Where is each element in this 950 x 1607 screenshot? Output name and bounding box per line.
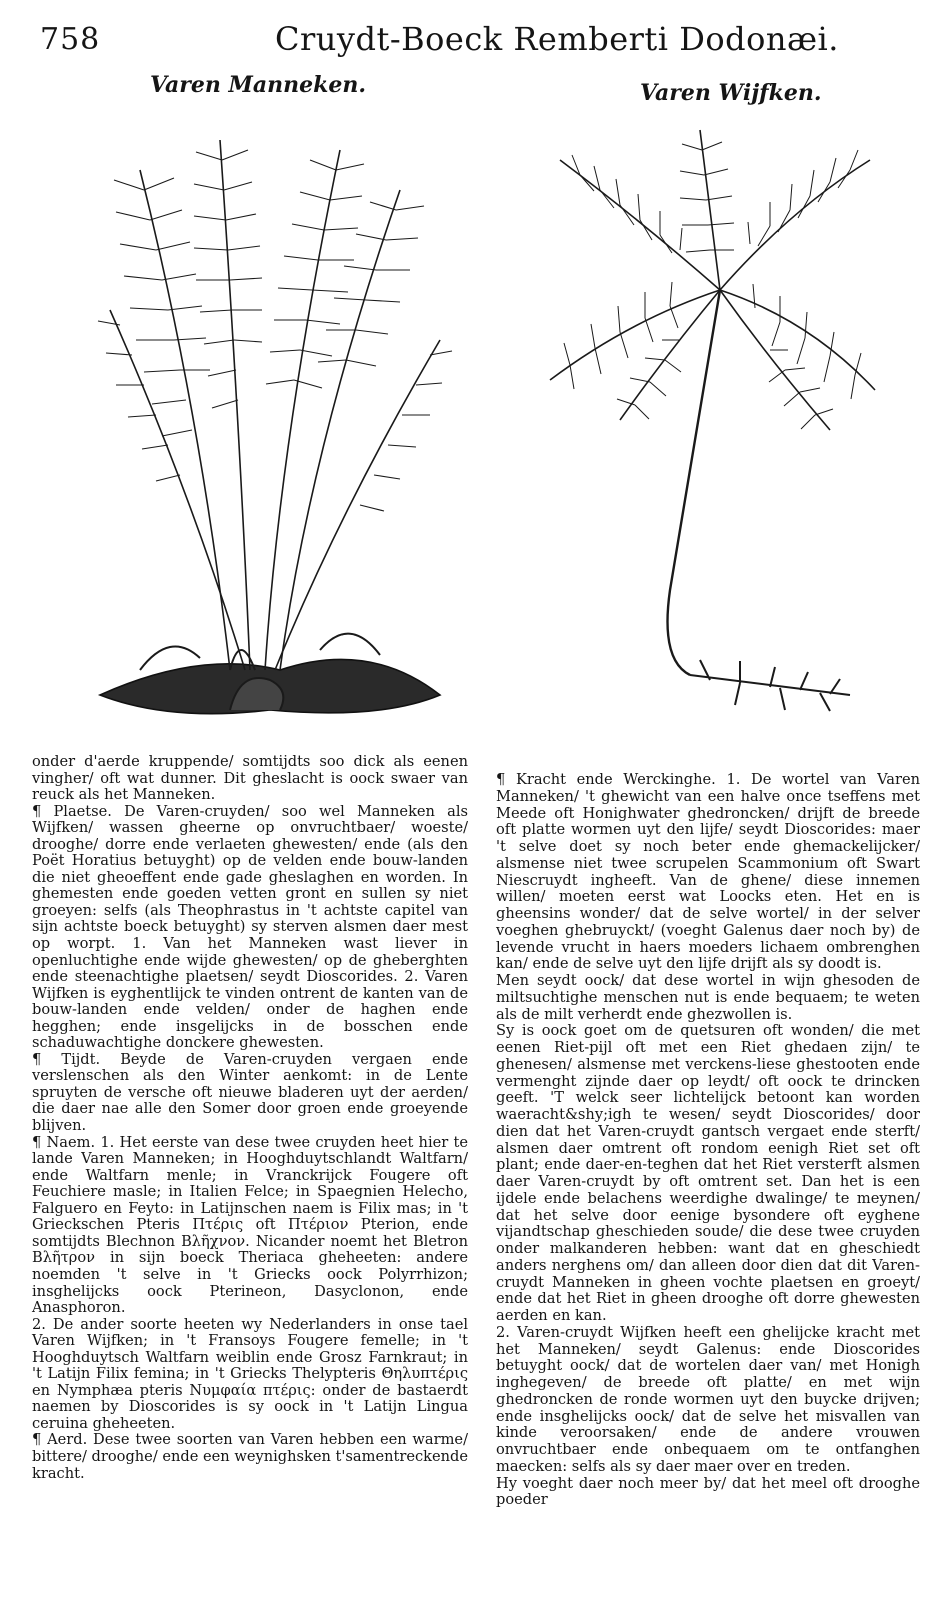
paragraph-plaetse: ¶ Plaetse. De Varen-cruyden/ soo wel Manneken als Wijfken/ wassen gheerne op onvruchtbaer/ woeste/ drooghe/ dorre ende verlaeten ghewesten/ ende (als den Poët Horatius betuyght) op de velden ende bouw-landen die niet gheoeffent ende gade gheslaghen en worden. In ghemesten ende goeden vetten gront en sullen sy niet groeyen: selfs (als Theophrastus in 't achtste capitel van sijn achtste boeck betuyght) sy sterven alsmen daer mest op worpt. 1. Van het Manneken wast liever in openluchtighe ende wijde ghewesten/ op de gheberghten ende steenachtighe plaetsen/ seydt Dioscorides. 2. Varen Wijfken is eyghentlijck te vinden ontrent de kanten van de bouw-landen ende velden/ onder de haghen ende hegghen; ende insgelijcks in de bosschen ende schaduwachtighe donckere ghewesten. — [32, 802, 468, 1052]
paragraph-naem-2: 2. De ander soorte heeten wy Nederlanders in onse tael Varen Wijfken; in 't Fransoys Fougere femelle; in 't Hooghduytsch Waltfarn weiblin ende Grosz Farnkraut; in 't Latijn Filix femina; in 't Griecks Thelypteris Θηλυπτέρις en Nymphæa pteris Νυμφαία πτέρις: onder de bastaerdt naemen by Dioscorides is sy oock in 't Latijn Lingua ceruina gheheeten. — [32, 1315, 468, 1432]
paragraph-naem: ¶ Naem. 1. Het eerste van dese twee cruyden heet hier te lande Varen Manneken; in Hooghduytschlandt Waltfarn/ ende Waltfarn menle; in Vranckrijck Fougere oft Feuchiere masle; in Italien Felce; in Spaegnien Helecho, Falguero en Feyto: in Latijnschen naem is Filix mas; in 't Grieckschen Pteris Πτέρις oft Πτέριον Pterion, ende somtijdts Blechnon Βλῆχνον. Nicander noemt het Bletron Βλῆτρον in sijn boeck Theriaca gheheeten: andere noemden 't selve in 't Griecks oock Polyrrhizon; insghelijcks oock Pterineon, Dasyclonon, ende Anasphoron. — [32, 1133, 468, 1317]
paragraph-tijdt: ¶ Tijdt. Beyde de Varen-cruyden vergaen ende verslenschen als den Winter aenkomt: in de Lente spruyten de versche oft nieuwe bladeren uyt der aerden/ die daer nae alle den Somer door groen ende groeyende blijven. — [32, 1050, 468, 1135]
paragraph: Hy voeght daer noch meer by/ dat het meel oft drooghe poeder — [496, 1474, 920, 1509]
left-text-column — [32, 754, 468, 1482]
female-fern-illustration — [540, 120, 880, 760]
page-number: 758 — [40, 22, 101, 57]
figure-caption-right: Varen Wijfken. — [640, 80, 822, 106]
paragraph-aerd: ¶ Aerd. Dese twee soorten van Varen hebben een warme/ bittere/ drooghe/ ende een weynighsken t'samentreckende kracht. — [32, 1431, 468, 1482]
right-text-column — [496, 772, 920, 1509]
running-head: Cruydt-Boeck Remberti Dodonæi. — [275, 20, 839, 58]
paragraph: Men seydt oock/ dat dese wortel in wijn ghesoden de miltsuchtighe menschen nut is ende bequaem; te weten als de milt verherdt ende ghezwollen is. — [496, 972, 920, 1023]
paragraph-wijfken-kracht: 2. Varen-cruydt Wijfken heeft een ghelijcke kracht met het Manneken/ seydt Galenus: ende Dioscorides betuyght oock/ dat de wortelen daer van/ met Honigh inghegeven/ de breede oft platte/ en met wijn ghedroncken de ronde wormen uyt den buycke drijven; ende insghelijcks oock/ dat de selve het misvallen van kinde veroorsaken/ ende de andere vrouwen onvruchtbaer ende onbequaem om te ontfanghen maecken: selfs als sy daer maer over en treden. — [496, 1323, 920, 1475]
paragraph: Sy is oock goet om de quetsuren oft wonden/ die met eenen Riet-pijl oft met een Riet ghedaen zijn/ te ghenesen/ alsmense met verckens-liese ghestooten ende vermenght zijnde daer op leydt/ oft oock te drincken geeft. 'T welck seer lichtelijck betoont kan worden waeracht&shy;igh te wesen/ seydt Dioscorides/ door dien dat het Varen-cruydt gantsch vergaet ende sterft/ alsmen daer omtrent oft rondom eenigh Riet set oft plant; ende daer-en-teghen dat het Riet versterft alsmen daer Varen-cruydt by oft omtrent set. Dan het is een ijdele ende belachens weerdighe dwalinge/ te meynen/ dat het selve door eenige bysondere oft eyghene vijandtschap gheschieden soude/ die dese twee cruyden onder malkanderen hebben: want dat en gheschiedt anders nerghens om/ dan alleen door dien dat dit Varen-cruydt Manneken in gheen vochte plaetsen en groeyt/ ende dat het Riet in gheen drooghe oft dorre ghewesten aerden en kan. — [496, 1022, 920, 1324]
figure-caption-left: Varen Manneken. — [150, 72, 367, 98]
paragraph-kracht: ¶ Kracht ende Werckinghe. 1. De wortel van Varen Manneken/ 't ghewicht van een halve once tseffens met Meede oft Honighwater ghedroncken/ drijft de breede oft platte wormen uyt den lijfe/ seydt Dioscorides: maer 't selve doet sy noch beter ende ghemackelijcker/ alsmense niet twee scrupelen Scammonium oft Swart Niescruydt ingheeft. Van de ghene/ diese innemen willen/ moeten eerst wat Loocks eten. Het en is gheensins wonder/ dat de selve wortel/ in der selver voeghen ghebruyckt/ (voeght Galenus daer noch by) de levende vrucht in haers moeders lichaem ombrenghen kan/ ende de selve uyt den lijfe drijft als sy doodt is. — [496, 771, 920, 973]
paragraph: onder d'aerde kruppende/ somtijdts soo dick als eenen vingher/ oft wat dunner. Dit gheslacht is oock swaer van reuck als het Manneken. — [32, 753, 468, 804]
male-fern-illustration — [80, 110, 470, 740]
